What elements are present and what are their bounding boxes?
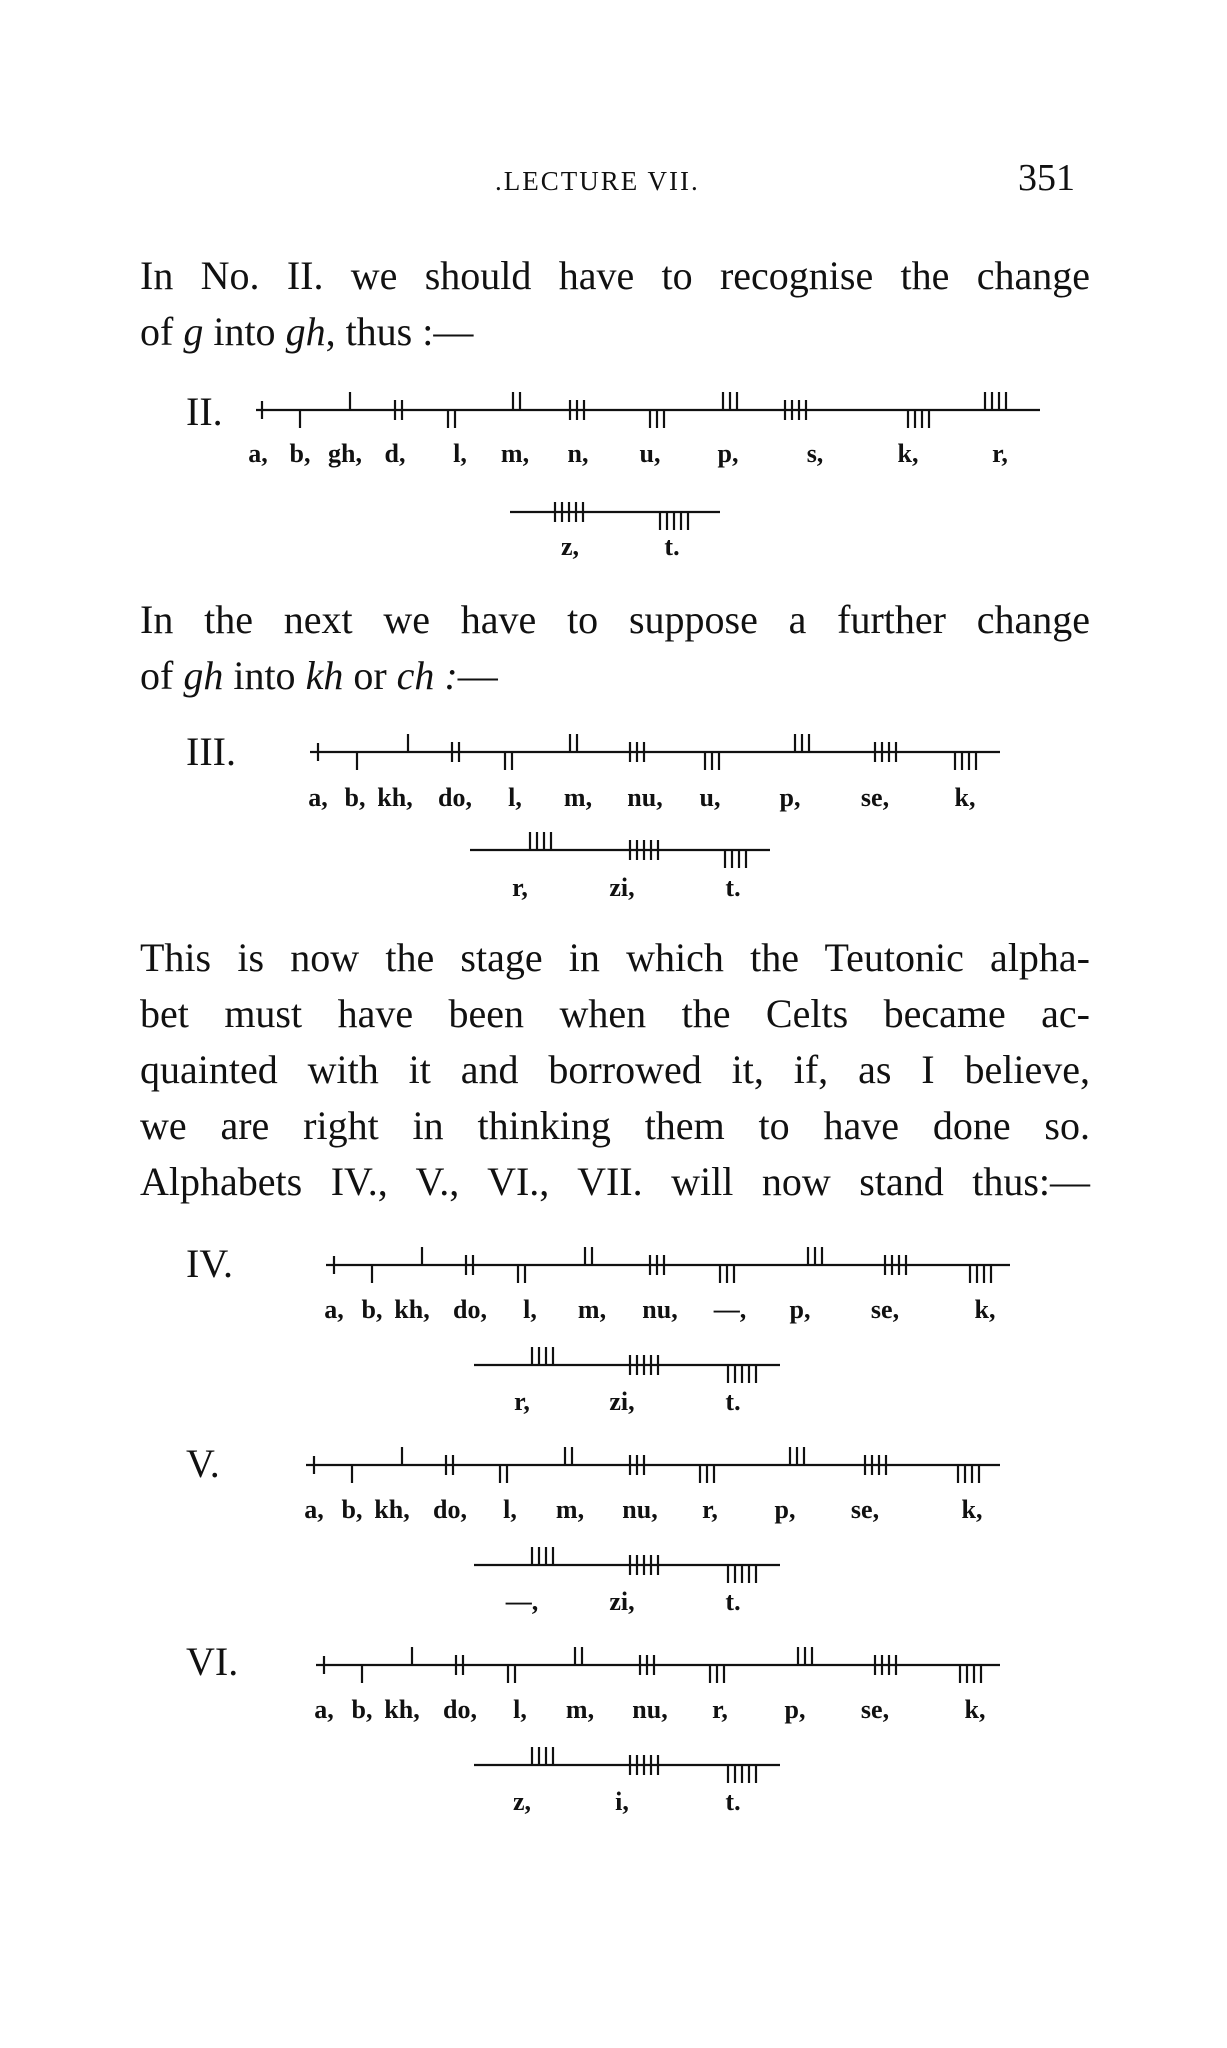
- alphabet-2-label-6: n,: [567, 439, 589, 468]
- alphabet-5-label-10: k,: [961, 1495, 983, 1524]
- alphabet-2-label-5: m,: [500, 439, 530, 468]
- alphabet-6-label-row-2-0: z,: [512, 1787, 532, 1816]
- alphabet-6-numeral: VI.: [186, 1639, 239, 1684]
- paragraph-1-line-2: of g into gh, thus :—: [140, 309, 474, 354]
- alphabet-2-label-10: k,: [897, 439, 919, 468]
- alphabet-6-label-10: k,: [964, 1695, 986, 1724]
- alphabet-3-label-row-2-2: t.: [725, 873, 741, 902]
- alphabet-5-label-5: m,: [555, 1495, 585, 1524]
- paragraph-3-line-5: Alphabets IV., V., VI., VII. will now stand thus:—: [140, 1159, 1090, 1204]
- alphabet-3-label-3: do,: [438, 783, 472, 812]
- alphabet-4-numeral: IV.: [186, 1241, 234, 1286]
- alphabet-5-label-7: r,: [702, 1495, 718, 1524]
- alphabet-4-label-9: se,: [870, 1295, 900, 1324]
- alphabet-2-label-8: p,: [717, 439, 739, 468]
- alphabet-6-label-4: l,: [513, 1695, 527, 1724]
- alphabet-3-label-2: kh,: [377, 783, 413, 812]
- alphabet-2-label-4: l,: [453, 439, 467, 468]
- alphabet-2-label-1: b,: [289, 439, 311, 468]
- alphabet-3-numeral: III.: [186, 729, 236, 774]
- alphabet-3-label-4: l,: [508, 783, 522, 812]
- alphabet-4-label-3: do,: [453, 1295, 487, 1324]
- alphabet-5-label-9: se,: [850, 1495, 880, 1524]
- alphabet-6-label-row-2-2: t.: [725, 1787, 741, 1816]
- alphabet-4-label-7: —,: [713, 1295, 747, 1324]
- alphabet-5-numeral: V.: [186, 1441, 220, 1486]
- alphabet-3-label-1: b,: [344, 783, 366, 812]
- alphabet-4-label-row-2-2: t.: [725, 1387, 741, 1416]
- alphabet-4-label-1: b,: [361, 1295, 383, 1324]
- alphabet-3-label-row-2-0: r,: [512, 873, 528, 902]
- alphabet-2-label-0: a,: [248, 439, 268, 468]
- alphabet-5-label-8: p,: [774, 1495, 796, 1524]
- paragraph-1-line-1: In No. II. we should have to recognise the change: [140, 253, 1090, 298]
- alphabet-4-label-5: m,: [577, 1295, 607, 1324]
- alphabet-3-label-5: m,: [563, 783, 593, 812]
- running-head: .LECTURE VII.: [495, 166, 700, 196]
- alphabet-5-label-row-2-1: zi,: [609, 1587, 635, 1616]
- alphabet-3-label-7: u,: [699, 783, 721, 812]
- paragraph-3-line-3: quainted with it and borrowed it, if, as I believe,: [140, 1047, 1090, 1092]
- alphabet-4-label-8: p,: [789, 1295, 811, 1324]
- paragraph-3-line-2: bet must have been when the Celts became ac-: [140, 991, 1090, 1036]
- alphabet-2-label-7: u,: [639, 439, 661, 468]
- paragraph-3-line-4: we are right in thinking them to have done so.: [140, 1103, 1090, 1148]
- alphabet-6-label-9: se,: [860, 1695, 890, 1724]
- alphabet-2-numeral: II.: [186, 389, 223, 434]
- alphabet-5-label-2: kh,: [374, 1495, 410, 1524]
- alphabet-4-label-row-2-1: zi,: [609, 1387, 635, 1416]
- alphabet-6-label-2: kh,: [384, 1695, 420, 1724]
- alphabet-6-label-5: m,: [565, 1695, 595, 1724]
- alphabet-5-label-1: b,: [341, 1495, 363, 1524]
- page-number: 351: [1018, 157, 1075, 199]
- alphabet-2-label-row-2-1: t.: [664, 532, 680, 561]
- alphabet-2-label-11: r,: [992, 439, 1008, 468]
- alphabet-4-label-row-2-0: r,: [514, 1387, 530, 1416]
- alphabet-5-label-row-2-2: t.: [725, 1587, 741, 1616]
- alphabet-3-label-0: a,: [308, 783, 328, 812]
- alphabet-4-label-6: nu,: [642, 1295, 678, 1324]
- alphabet-3-label-row-2-1: zi,: [609, 873, 635, 902]
- alphabet-5-label-6: nu,: [622, 1495, 658, 1524]
- alphabet-4-label-0: a,: [324, 1295, 344, 1324]
- alphabet-4-label-2: kh,: [394, 1295, 430, 1324]
- alphabet-6-label-7: r,: [712, 1695, 728, 1724]
- alphabet-4-label-10: k,: [974, 1295, 996, 1324]
- alphabet-4-label-4: l,: [523, 1295, 537, 1324]
- alphabet-6-label-1: b,: [351, 1695, 373, 1724]
- alphabet-3-label-9: se,: [860, 783, 890, 812]
- alphabet-3-label-8: p,: [779, 783, 801, 812]
- alphabet-6-label-row-2-1: i,: [615, 1787, 629, 1816]
- paragraph-2-line-2: of gh into kh or ch :—: [140, 653, 498, 698]
- alphabet-6-label-0: a,: [314, 1695, 334, 1724]
- paragraph-3-line-1: This is now the stage in which the Teutonic alpha-: [140, 935, 1090, 980]
- alphabet-5-label-3: do,: [433, 1495, 467, 1524]
- alphabet-2-label-3: d,: [384, 439, 406, 468]
- alphabet-5-label-0: a,: [304, 1495, 324, 1524]
- alphabet-6-label-3: do,: [443, 1695, 477, 1724]
- alphabet-6-label-6: nu,: [632, 1695, 668, 1724]
- alphabet-3-label-6: nu,: [627, 783, 663, 812]
- alphabet-3-label-10: k,: [954, 783, 976, 812]
- alphabet-2-label-9: s,: [806, 439, 824, 468]
- alphabet-5-label-row-2-0: —,: [505, 1587, 539, 1616]
- paragraph-2-line-1: In the next we have to suppose a further change: [140, 597, 1090, 642]
- alphabet-5-label-4: l,: [503, 1495, 517, 1524]
- alphabet-2-label-row-2-0: z,: [560, 532, 580, 561]
- alphabet-2-label-2: gh,: [328, 439, 362, 468]
- alphabet-6-label-8: p,: [784, 1695, 806, 1724]
